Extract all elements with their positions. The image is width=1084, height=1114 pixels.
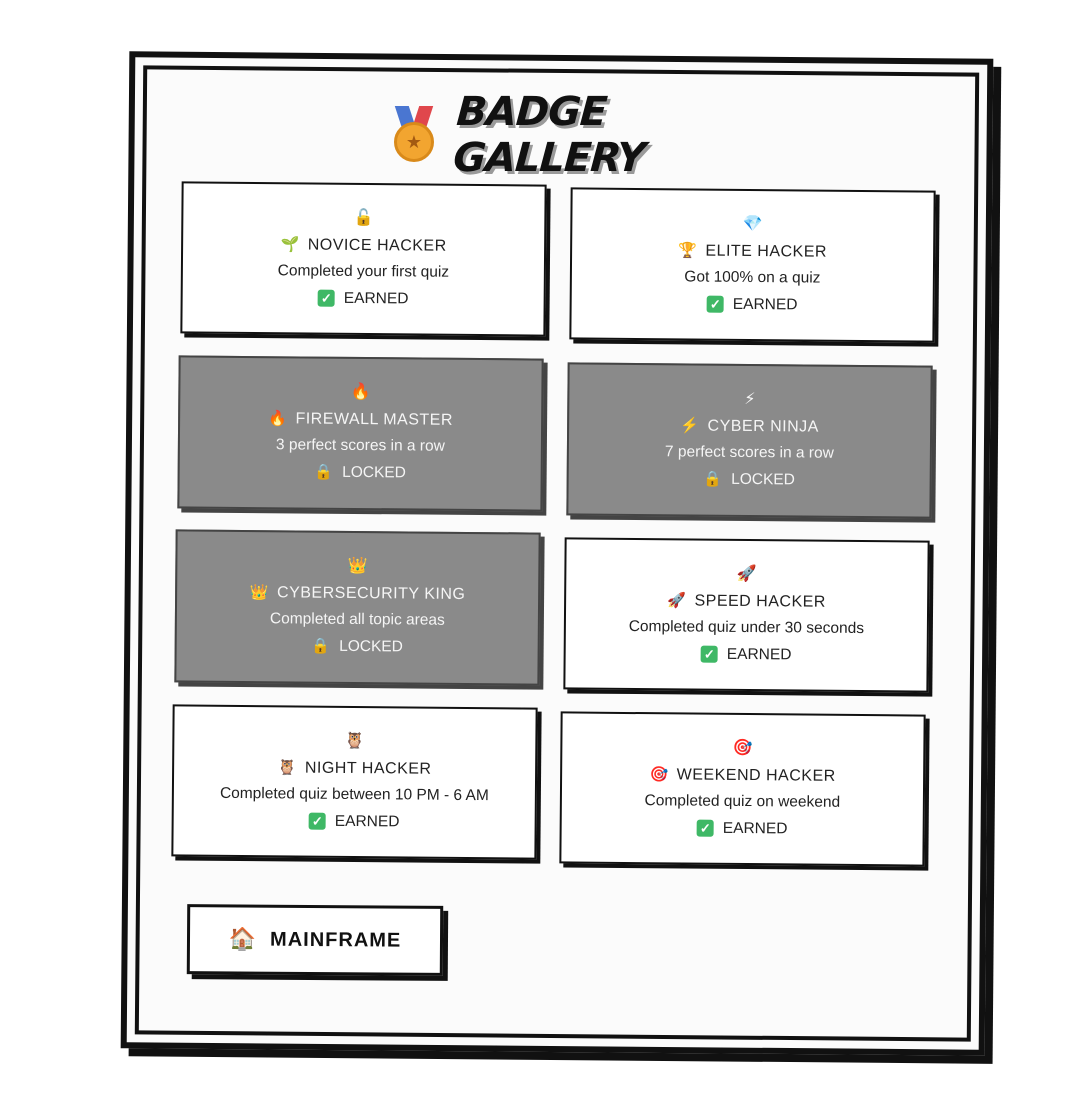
check-icon: ✓ xyxy=(701,646,718,663)
badge-description: Got 100% on a quiz xyxy=(684,267,821,287)
badge-status: ✓ EARNED xyxy=(701,643,792,666)
badge-name: 🦉 NIGHT HACKER xyxy=(277,758,432,778)
owl-icon: 🦉 xyxy=(344,730,365,750)
page-title-text: BADGE GALLERY xyxy=(451,89,646,181)
badge-status: ✓ EARNED xyxy=(318,287,409,310)
badge-name: 🔥 FIREWALL MASTER xyxy=(268,410,454,429)
check-icon: ✓ xyxy=(309,813,326,830)
badge-card-cyber-ninja[interactable] xyxy=(566,362,932,518)
badge-status: 🔒 LOCKED xyxy=(703,469,795,492)
check-icon: ✓ xyxy=(318,290,335,307)
lightning-icon: ⚡ xyxy=(680,417,700,435)
unlock-icon: 🔓 xyxy=(353,207,374,227)
badge-description: 3 perfect scores in a row xyxy=(275,436,445,455)
crown-icon: 👑 xyxy=(249,584,270,602)
badge-description: 7 perfect scores in a row xyxy=(664,443,834,462)
target-icon: 🎯 xyxy=(732,737,753,757)
badge-status: 🔒 LOCKED xyxy=(314,462,406,485)
target-icon: 🎯 xyxy=(649,765,669,783)
badge-name: 🚀 SPEED HACKER xyxy=(667,591,826,611)
lock-icon: 🔒 xyxy=(311,637,331,655)
medal-icon: ★ xyxy=(390,106,435,164)
badge-status: 🔒 LOCKED xyxy=(311,636,403,659)
badge-description: Completed quiz between 10 PM - 6 AM xyxy=(219,784,489,804)
badge-description: Completed quiz under 30 seconds xyxy=(628,617,865,637)
badge-card-firewall-master[interactable] xyxy=(177,355,543,511)
badge-status: ✓ EARNED xyxy=(309,810,400,833)
rocket-icon: 🚀 xyxy=(736,563,757,583)
badge-name: 🌱 NOVICE HACKER xyxy=(280,235,447,255)
lock-icon: 🔒 xyxy=(314,463,334,481)
fire-icon: 🔥 xyxy=(350,381,371,402)
badge-card-novice-hacker[interactable] xyxy=(180,181,546,336)
lightning-icon: ⚡ xyxy=(744,388,756,409)
gem-icon: 💎 xyxy=(742,213,763,233)
badge-description: Completed your first quiz xyxy=(277,261,450,281)
badge-card-elite-hacker[interactable] xyxy=(569,187,935,342)
badge-name: 🎯 WEEKEND HACKER xyxy=(649,765,836,785)
badge-status: ✓ EARNED xyxy=(697,817,788,840)
crown-icon: 👑 xyxy=(347,555,368,576)
badge-description: Completed all topic areas xyxy=(269,610,445,629)
badge-name: ⚡ CYBER NINJA xyxy=(680,417,819,436)
home-icon: 🏠 xyxy=(228,926,257,953)
mainframe-button[interactable] xyxy=(187,904,443,976)
check-icon: ✓ xyxy=(697,820,714,837)
seedling-icon: 🌱 xyxy=(280,235,300,253)
page-title xyxy=(390,89,770,181)
badge-card-speed-hacker[interactable] xyxy=(563,537,929,692)
rocket-icon: 🚀 xyxy=(667,591,687,609)
badge-card-night-hacker[interactable] xyxy=(171,704,537,859)
badge-name: 🏆 ELITE HACKER xyxy=(678,241,828,261)
badge-status: ✓ EARNED xyxy=(707,293,798,316)
badge-card-cybersecurity-king[interactable] xyxy=(174,529,540,685)
lock-icon: 🔒 xyxy=(703,470,723,488)
badge-card-weekend-hacker[interactable] xyxy=(559,711,925,866)
owl-icon: 🦉 xyxy=(277,758,297,776)
mainframe-button-label: MAINFRAME xyxy=(270,928,402,952)
badge-name: 👑 CYBERSECURITY KING xyxy=(249,584,466,603)
trophy-icon: 🏆 xyxy=(678,241,698,260)
badge-description: Completed quiz on weekend xyxy=(644,791,841,811)
check-icon: ✓ xyxy=(707,296,724,313)
fire-icon: 🔥 xyxy=(268,410,288,428)
